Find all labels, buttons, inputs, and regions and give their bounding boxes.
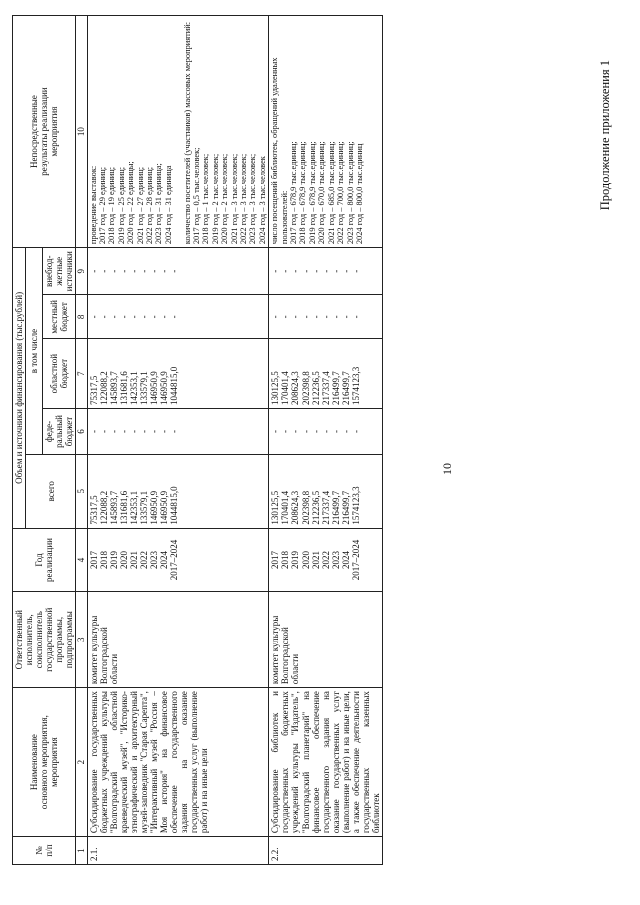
header-total: всего xyxy=(26,454,76,528)
header-num: № п/п xyxy=(13,837,76,865)
regional-funding: 130125,5 170401,4 208624,3 202398,8 212236,5 217337,4 216499,7 216499,7 1574123,3 xyxy=(269,339,383,409)
col-number: 4 xyxy=(76,528,87,592)
header-volume: Объем и источники финансирования (тыс.рублей) xyxy=(13,248,26,528)
continuation-label: Продолжение приложения 1 xyxy=(598,60,612,211)
col-number: 2 xyxy=(76,688,87,837)
header-incl: в том числе xyxy=(26,248,43,455)
measure-name: Субсидирование государственных бюджетных учреждений культуры "Волгоградский областной краеведческий музей", "Историко-этнографический и архитектурный музей-заповедник "Старая Сарепта", "Интерактивный музей "Россия – Моя история" на финансовое обеспечение государственного задания на оказание государственных услуг (выполнение работ) и на иные цели xyxy=(87,688,269,837)
col-number: 9 xyxy=(76,248,87,295)
header-executor: Ответственный исполнитель, соисполнитель государственной программы, подпрограммы xyxy=(13,592,76,688)
header-extra: внебюд- жетные источники xyxy=(43,248,76,295)
column-numbers-row xyxy=(76,16,87,865)
executor: комитет культуры Волгоградской области xyxy=(87,592,269,688)
table-row xyxy=(87,16,269,865)
col-number: 8 xyxy=(76,295,87,339)
col-number: 7 xyxy=(76,339,87,409)
total-funding: 75317,5 122088,2 145893,7 131681,6 142353,1 133579,1 146950,9 146950,9 1044815,0 xyxy=(87,454,269,528)
local-funding: - - - - - - - - - xyxy=(269,295,383,339)
header-row xyxy=(13,16,26,865)
header-results: Непосредственные результаты реализации мероприятия xyxy=(13,16,76,248)
page-number: 10 xyxy=(440,463,454,475)
header-federal: феде- ральный бюджет xyxy=(43,409,76,455)
results: число посещений библиотек, обращений удаленных пользователей: 2017 год – 678,9 тыс.единиц; 2018 год – 678,9 тыс.единиц; 2019 год – 678,9 тыс.единиц; 2020 год – 670,0 тыс.единиц; 2021 год – 685,0 тыс.единиц; 2022 год – 700,0 тыс.единиц; 2023 год – 800,0 тыс.единиц; 2024 год – 800,0 тыс.единиц xyxy=(269,16,383,248)
local-funding: - - - - - - - - - xyxy=(87,295,269,339)
table-row xyxy=(269,16,383,865)
federal-funding: - - - - - - - - - xyxy=(269,409,383,455)
executor: комитет культуры Волгоградской области xyxy=(269,592,383,688)
regional-funding: 75317,5 122088,2 145893,7 131681,6 142353,1 133579,1 146950,9 146950,9 1044815,0 xyxy=(87,339,269,409)
total-funding: 130125,5 170401,4 208624,3 202398,8 212236,5 217337,4 216499,7 216499,7 1574123,3 xyxy=(269,454,383,528)
row-number: 2.2. xyxy=(269,837,383,865)
row-number: 2.1. xyxy=(87,837,269,865)
program-table xyxy=(12,15,383,865)
years: 2017 2018 2019 2020 2021 2022 2023 2024 2017–2024 xyxy=(269,528,383,592)
col-number: 6 xyxy=(76,409,87,455)
header-name: Наименование основного мероприятия, мероприятия xyxy=(13,688,76,837)
extra-funding: - - - - - - - - - xyxy=(269,248,383,295)
col-number: 10 xyxy=(76,16,87,248)
header-regional: областной бюджет xyxy=(43,339,76,409)
years: 2017 2018 2019 2020 2021 2022 2023 2024 2017–2024 xyxy=(87,528,269,592)
header-year: Год реализации xyxy=(13,528,76,592)
extra-funding: - - - - - - - - - xyxy=(87,248,269,295)
header-local: местный бюджет xyxy=(43,295,76,339)
col-number: 5 xyxy=(76,454,87,528)
measure-name: Субсидирование библиотек и государственных бюджетных учреждений культуры "Издатель", "Волгоградский планетарий" на финансовое обеспечение государственного задания на оказание государственных услуг (выполнение работ) и на иные цели, а также обеспечение деятельности государственных казенных библиотек xyxy=(269,688,383,837)
col-number: 1 xyxy=(76,837,87,865)
federal-funding: - - - - - - - - - xyxy=(87,409,269,455)
col-number: 3 xyxy=(76,592,87,688)
results: проведение выставок: 2017 год – 29 единиц; 2018 год – 19 единиц; 2019 год – 25 единиц; 2020 год – 22 единицы; 2021 год – 27 единиц; 2022 год – 28 единиц; 2023 год – 31 единица; 2024 год – 31 единица количество посетителей (участников) массовых мероприятий: 2017 год – 0,5 тыс.человек; 2018 год – 1 тыс.человек; 2019 год – 2 тыс.человек; 2020 год – 2 тыс.человек; 2021 год – 3 тыс.человек; 2022 год – 3 тыс.человек; 2023 год – 3 тыс.человек; 2024 год – 3 тыс.человек xyxy=(87,16,269,248)
